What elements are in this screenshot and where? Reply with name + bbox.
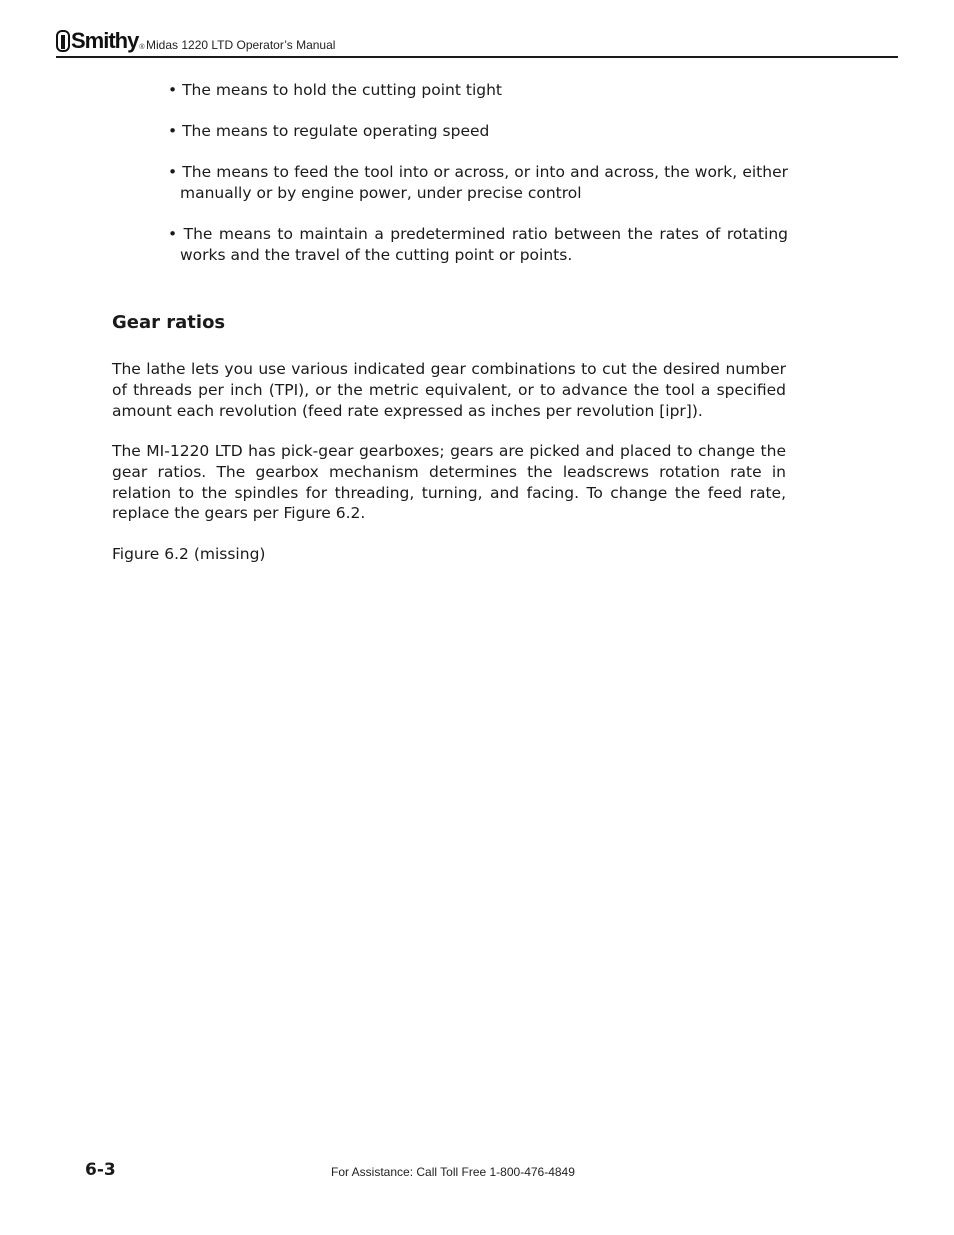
page-number: 6-3 bbox=[85, 1160, 116, 1180]
assistance-line: For Assistance: Call Toll Free 1-800-476-4849 bbox=[331, 1165, 575, 1179]
bullet-item: • The means to hold the cutting point tight bbox=[168, 81, 502, 99]
manual-title: Midas 1220 LTD Operator’s Manual bbox=[146, 38, 336, 52]
bullet-list bbox=[168, 80, 788, 286]
paragraph: The MI-1220 LTD has pick-gear gearboxes; gears are picked and placed to change the gear ratios. The gearbox mechanism determines the leadscrews rotation rate in relation to the spindles for threading, turning, and facing. To change the feed rate, replace the gears per Figure 6.2. bbox=[112, 442, 786, 523]
page-header bbox=[56, 26, 898, 58]
smithy-logo bbox=[56, 26, 145, 52]
bullet-item: • The means to regulate operating speed bbox=[168, 122, 490, 140]
registered-mark: ® bbox=[139, 44, 145, 51]
paragraph: The lathe lets you use various indicated gear combinations to cut the desired number of threads per inch (TPI), or the metric equivalent, or to advance the tool a specified amount each revolution (feed rate expressed as inches per revolution [ipr]). bbox=[112, 360, 786, 420]
logo-text: Smithy bbox=[71, 28, 139, 53]
section-heading: Gear ratios bbox=[112, 312, 226, 333]
figure-caption: Figure 6.2 (missing) bbox=[112, 545, 266, 563]
bullet-item: • The means to feed the tool into or across, or into and across, the work, either manually or by engine power, under precise control bbox=[168, 163, 788, 202]
bullet-item: • The means to maintain a predetermined ratio between the rates of rotating works and the travel of the cutting point or points. bbox=[168, 225, 788, 264]
smithy-logo-icon bbox=[56, 30, 70, 52]
